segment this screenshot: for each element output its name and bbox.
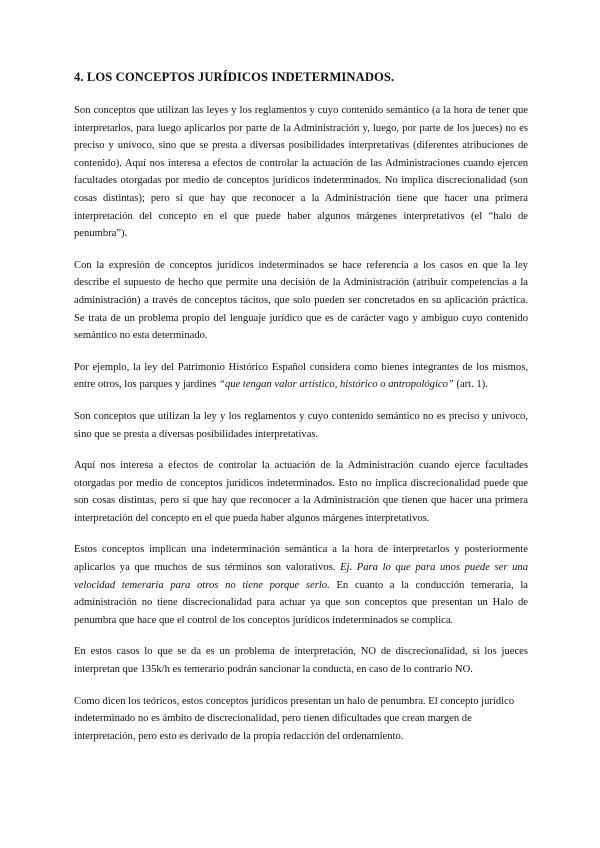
- paragraph-text: Estos conceptos implican una indeterminación semántica a la hora de interpretarlos y posteriormente aplicarlos ya que muchos de sus términos son valorativos.: [74, 544, 528, 574]
- section-heading: 4. LOS CONCEPTOS JURÍDICOS INDETERMINADOS.: [74, 70, 395, 84]
- document-body: [74, 69, 528, 759]
- paragraph-semantic-indeterminacy: [74, 541, 528, 629]
- paragraph-control: Aquí nos interesa a efectos de controlar la actuación de la Administración cuando ejerce facultades otorgadas por medio de conceptos jurídicos indeterminados. Esto no implica discrecionalidad puede que son cosas distintas, pero sí que hay que reconocer a la Administración que tienen que hacer una primera interpretación del concepto en el que pueda haber algunos márgenes interpretativos.: [74, 460, 528, 524]
- paragraph-definition: Son conceptos que utilizan las leyes y los reglamentos y cuyo contenido semántico (a la hora de tener que interpretarlos, para luego aplicarlos por parte de la Administración y, luego, por parte de los jueces) no es preciso y unívoco, sino que se presta a diversas posibilidades interpretativas (diferentes atribuciones de contenido). Aquí nos interesa a efectos de controlar la actuación de las Administraciones cuando ejercen facultades otorgadas por medio de conceptos jurídicos indeterminados. No implica discrecionalidad (son cosas distintas); pero sí que hay que reconocer a la Administración tiene que hacer una primera interpretación del concepto en el que puede haber algunos márgenes interpretativos (el “halo de penumbra”).: [74, 105, 528, 240]
- paragraph-text: En cuanto a la conducción temeraria, la administración no tiene discrecionalidad para actuar ya que son conceptos que presentan un Halo de penumbra que hace que el control de los conceptos jurídicos indeterminados se complica.: [74, 579, 528, 626]
- paragraph-theorists: Como dicen los teóricos, estos conceptos jurídicos presentan un halo de penumbra. El concepto jurídico indeterminado no es ámbito de discrecionalidad, pero tienen dificultades que crean margen de interpretación, pero esto es derivado de la propia redacción del ordenamiento.: [74, 695, 515, 742]
- paragraph-example-patrimonio: [74, 359, 528, 394]
- paragraph-expression: Con la expresión de conceptos jurídicos indeterminados se hace referencia a los casos en que la ley describe el supuesto de hecho que permite una decisión de la Administración (atribuir competencias a la administración) a través de conceptos tácitos, que solo pueden ser concretados en su aplicación práctica. Se trata de un problema propio del lenguaje jurídico que es de carácter vago y ambiguo cuyo contenido semántico no esta determinado.: [74, 259, 528, 342]
- quoted-text: “que tengan valor artístico, histórico o antropológico”: [219, 379, 454, 391]
- paragraph-interpretation: En estos casos lo que se da es un problema de interpretación, NO de discrecionalidad, si los jueces interpretan que 135k/h es temerario podrán sancionar la conducta, en caso de lo contrario NO.: [74, 646, 528, 676]
- paragraph-text: Por ejemplo, la ley del Patrimonio Histórico Español considera como bienes integrantes de los mismos, entre otros, los parques y jardines: [74, 361, 528, 391]
- paragraph-summary: Son conceptos que utilizan la ley y los reglamentos y cuyo contenido semántico no es preciso y unívoco, sino que se presta a diversas posibilidades interpretativas.: [74, 410, 528, 440]
- example-text: Ej. Para lo que para unos puede ser una velocidad temeraria para otros no tiene porque serlo.: [74, 562, 528, 591]
- paragraph-text: (art. 1).: [453, 379, 488, 391]
